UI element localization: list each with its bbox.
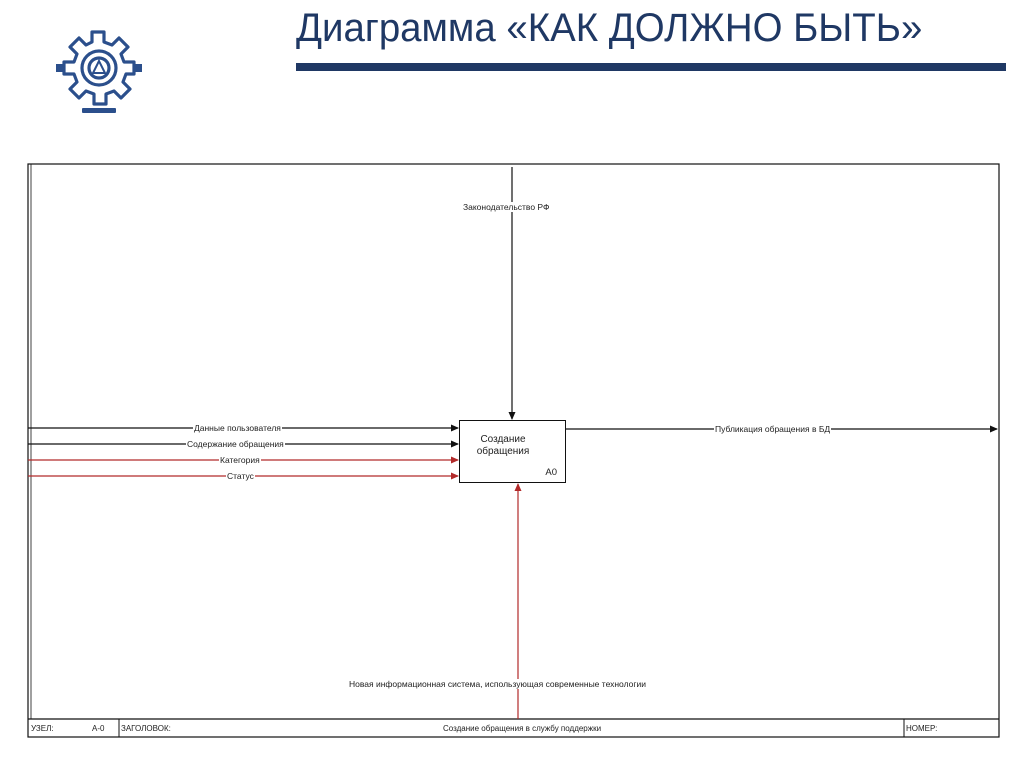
footer-title-value: Создание обращения в службу поддержки	[443, 724, 602, 733]
input-label-1: Данные пользователя	[194, 423, 281, 433]
footer-node-value: A-0	[92, 724, 105, 733]
activity-name: Создание обращения	[476, 434, 530, 457]
control-label: Законодательство РФ	[463, 202, 550, 212]
mechanism-label: Новая информационная система, использующая современные технологии	[349, 679, 646, 689]
input-label-2: Содержание обращения	[187, 439, 284, 449]
input-label-4: Статус	[227, 471, 254, 481]
slide-title: Диаграмма «КАК ДОЛЖНО БЫТЬ»	[296, 6, 923, 50]
output-label: Публикация обращения в БД	[715, 424, 831, 434]
input-label-3: Категория	[220, 455, 260, 465]
activity-box-a0	[459, 420, 566, 483]
footer-node-label: УЗЕЛ:	[31, 724, 54, 733]
footer-number-label: НОМЕР:	[906, 724, 938, 733]
footer-title-label: ЗАГОЛОВОК:	[121, 724, 171, 733]
activity-code: A0	[545, 467, 557, 478]
